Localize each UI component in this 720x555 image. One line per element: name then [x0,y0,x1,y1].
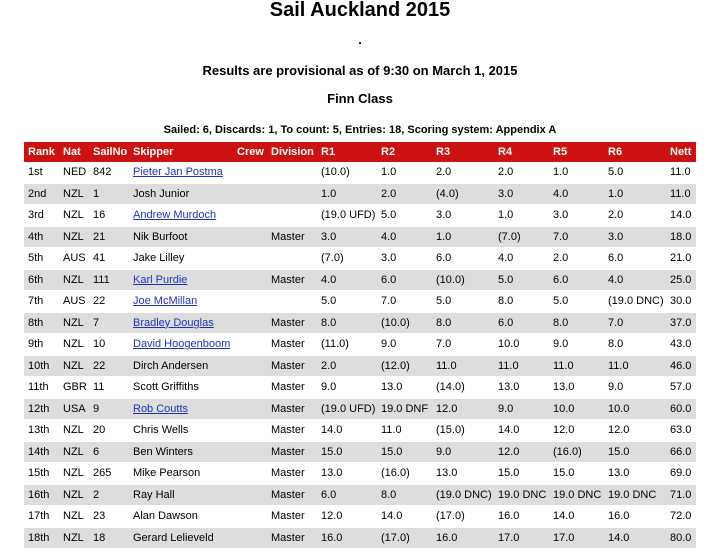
page-title: Sail Auckland 2015 [269,0,451,21]
cell-r5: 15.0 [549,463,604,485]
cell-rank: 16th [24,484,59,506]
col-header-r6: R6 [604,142,666,162]
cell-rank: 2nd [24,183,59,205]
cell-r3: (17.0) [432,506,494,528]
cell-crew [233,291,267,313]
cell-sailno: 9 [89,398,129,420]
cell-r1: 13.0 [317,463,377,485]
cell-skipper: Alan Dawson [129,506,233,528]
table-row [24,334,696,356]
cell-skipper [129,205,233,227]
cell-r6: 6.0 [604,248,666,270]
cell-r1: 8.0 [317,312,377,334]
cell-r1: (7.0) [317,248,377,270]
cell-nat: NZL [59,484,89,506]
cell-r5: 1.0 [549,162,604,183]
class-heading: Finn Class [327,91,393,106]
cell-sailno: 1 [89,183,129,205]
cell-r1: 14.0 [317,420,377,442]
cell-nat: NZL [59,334,89,356]
cell-r5: 10.0 [549,398,604,420]
cell-nett: 43.0 [666,334,696,356]
cell-nett: 30.0 [666,291,696,313]
cell-r3: 2.0 [432,162,494,183]
cell-r1: 15.0 [317,441,377,463]
cell-r6: 13.0 [604,463,666,485]
table-row [24,183,696,205]
cell-nett: 69.0 [666,463,696,485]
cell-rank: 11th [24,377,59,399]
cell-r2: 6.0 [377,269,432,291]
cell-division [267,162,317,183]
cell-r1: 4.0 [317,269,377,291]
cell-crew [233,441,267,463]
cell-nat: NZL [59,312,89,334]
header-row [24,142,696,162]
cell-r1: 16.0 [317,527,377,549]
cell-sailno: 20 [89,420,129,442]
table-row [24,269,696,291]
cell-rank: 5th [24,248,59,270]
cell-r1: 9.0 [317,377,377,399]
col-header-nett: Nett [666,142,696,162]
cell-r5: (16.0) [549,441,604,463]
cell-crew [233,183,267,205]
cell-r4: 4.0 [494,248,549,270]
cell-r6: 8.0 [604,334,666,356]
cell-crew [233,269,267,291]
cell-r6: 12.0 [604,420,666,442]
cell-crew [233,420,267,442]
cell-r5: 9.0 [549,334,604,356]
cell-crew [233,377,267,399]
cell-nett: 37.0 [666,312,696,334]
cell-sailno: 23 [89,506,129,528]
col-header-r2: R2 [377,142,432,162]
cell-r4: 14.0 [494,420,549,442]
table-row [24,162,696,183]
cell-r2: 14.0 [377,506,432,528]
cell-r3: 11.0 [432,355,494,377]
cell-sailno: 16 [89,205,129,227]
cell-r2: 13.0 [377,377,432,399]
cell-r5: 12.0 [549,420,604,442]
cell-rank: 15th [24,463,59,485]
cell-division: Master [267,484,317,506]
cell-crew [233,527,267,549]
cell-r2: 7.0 [377,291,432,313]
cell-r5: 19.0 DNC [549,484,604,506]
cell-division: Master [267,312,317,334]
cell-nat: AUS [59,291,89,313]
cell-r5: 7.0 [549,226,604,248]
cell-r6: 1.0 [604,183,666,205]
cell-nat: NZL [59,205,89,227]
cell-r3: 5.0 [432,291,494,313]
cell-skipper [129,312,233,334]
col-header-r3: R3 [432,142,494,162]
cell-nett: 21.0 [666,248,696,270]
cell-nat: AUS [59,248,89,270]
cell-r3: 8.0 [432,312,494,334]
col-header-sailno: SailNo [89,142,129,162]
cell-r6: 10.0 [604,398,666,420]
cell-crew [233,398,267,420]
cell-r4: 15.0 [494,463,549,485]
cell-sailno: 22 [89,291,129,313]
table-row [24,355,696,377]
table-row [24,441,696,463]
cell-nat: NZL [59,441,89,463]
col-header-r4: R4 [494,142,549,162]
table-row [24,527,696,549]
cell-r2: 4.0 [377,226,432,248]
cell-nat: USA [59,398,89,420]
cell-nat: NZL [59,269,89,291]
cell-sailno: 842 [89,162,129,183]
cell-r5: 3.0 [549,205,604,227]
cell-r4: 17.0 [494,527,549,549]
table-row [24,484,696,506]
cell-r5: 17.0 [549,527,604,549]
cell-sailno: 7 [89,312,129,334]
skipper-link[interactable]: Rob Coutts [133,402,189,415]
cell-rank: 9th [24,334,59,356]
cell-nett: 25.0 [666,269,696,291]
cell-division [267,205,317,227]
cell-r1: (11.0) [317,334,377,356]
cell-nett: 14.0 [666,205,696,227]
cell-r4: 19.0 DNC [494,484,549,506]
cell-r1: 5.0 [317,291,377,313]
cell-nett: 72.0 [666,506,696,528]
cell-r4: 9.0 [494,398,549,420]
cell-division [267,248,317,270]
cell-r4: 11.0 [494,355,549,377]
cell-crew [233,506,267,528]
cell-rank: 13th [24,420,59,442]
separator-dot: . [358,32,362,47]
cell-sailno: 41 [89,248,129,270]
cell-crew [233,484,267,506]
cell-rank: 4th [24,226,59,248]
cell-nat: NZL [59,463,89,485]
cell-r4: (7.0) [494,226,549,248]
cell-r5: 14.0 [549,506,604,528]
cell-r4: 1.0 [494,205,549,227]
cell-r6: 16.0 [604,506,666,528]
cell-r3: (4.0) [432,183,494,205]
cell-r4: 8.0 [494,291,549,313]
cell-r6: 5.0 [604,162,666,183]
cell-r1: 3.0 [317,226,377,248]
table-row [24,312,696,334]
cell-crew [233,248,267,270]
cell-r5: 8.0 [549,312,604,334]
cell-r3: (10.0) [432,269,494,291]
cell-skipper: Mike Pearson [129,463,233,485]
cell-skipper: Josh Junior [129,183,233,205]
cell-r2: 11.0 [377,420,432,442]
cell-r1: (19.0 UFD) [317,398,377,420]
table-row [24,463,696,485]
cell-nat: NZL [59,506,89,528]
cell-r1: 12.0 [317,506,377,528]
cell-r6: 4.0 [604,269,666,291]
cell-r3: 6.0 [432,248,494,270]
cell-sailno: 265 [89,463,129,485]
cell-nett: 46.0 [666,355,696,377]
cell-r4: 16.0 [494,506,549,528]
cell-crew [233,205,267,227]
cell-r2: 9.0 [377,334,432,356]
cell-division: Master [267,506,317,528]
cell-nett: 66.0 [666,441,696,463]
cell-r1: (19.0 UFD) [317,205,377,227]
cell-rank: 18th [24,527,59,549]
cell-skipper: Ray Hall [129,484,233,506]
cell-division [267,291,317,313]
cell-skipper: Ben Winters [129,441,233,463]
cell-crew [233,162,267,183]
cell-skipper: Chris Wells [129,420,233,442]
cell-skipper [129,269,233,291]
cell-sailno: 18 [89,527,129,549]
cell-r1: 2.0 [317,355,377,377]
cell-r5: 4.0 [549,183,604,205]
skipper-link[interactable]: Bradley Douglas [133,316,214,329]
cell-division [267,183,317,205]
cell-rank: 10th [24,355,59,377]
skipper-link[interactable]: Pieter Jan Postma [133,166,223,179]
table-row [24,506,696,528]
skipper-link[interactable]: Karl Purdie [133,273,188,286]
table-row [24,226,696,248]
results-body [24,162,696,549]
cell-r6: 15.0 [604,441,666,463]
cell-skipper [129,398,233,420]
cell-r5: 6.0 [549,269,604,291]
cell-sailno: 2 [89,484,129,506]
table-row [24,248,696,270]
cell-r5: 13.0 [549,377,604,399]
cell-skipper [129,162,233,183]
cell-r4: 12.0 [494,441,549,463]
cell-r2: (12.0) [377,355,432,377]
cell-r3: 13.0 [432,463,494,485]
cell-rank: 8th [24,312,59,334]
cell-r6: 2.0 [604,205,666,227]
cell-nett: 63.0 [666,420,696,442]
cell-r5: 5.0 [549,291,604,313]
cell-r2: (17.0) [377,527,432,549]
cell-nett: 18.0 [666,226,696,248]
col-header-nat: Nat [59,142,89,162]
cell-nat: GBR [59,377,89,399]
cell-division: Master [267,527,317,549]
cell-r1: 6.0 [317,484,377,506]
cell-division: Master [267,398,317,420]
col-header-skipper: Skipper [129,142,233,162]
cell-nat: NZL [59,420,89,442]
cell-nat: NZL [59,527,89,549]
cell-sailno: 11 [89,377,129,399]
skipper-link[interactable]: Joe McMillan [133,295,198,308]
table-row [24,205,696,227]
cell-skipper: Dirch Andersen [129,355,233,377]
cell-nett: 57.0 [666,377,696,399]
cell-skipper: Gerard Lelieveld [129,527,233,549]
cell-rank: 12th [24,398,59,420]
cell-r6: 11.0 [604,355,666,377]
cell-r4: 2.0 [494,162,549,183]
cell-sailno: 6 [89,441,129,463]
cell-r2: (10.0) [377,312,432,334]
col-header-crew: Crew [233,142,267,162]
table-row [24,420,696,442]
cell-r2: 15.0 [377,441,432,463]
cell-r4: 13.0 [494,377,549,399]
cell-rank: 7th [24,291,59,313]
cell-division: Master [267,463,317,485]
col-header-r5: R5 [549,142,604,162]
cell-r6: 7.0 [604,312,666,334]
cell-r1: (10.0) [317,162,377,183]
cell-r5: 11.0 [549,355,604,377]
cell-r2: (16.0) [377,463,432,485]
cell-skipper: Jake Lilley [129,248,233,270]
col-header-division: Division [267,142,317,162]
cell-crew [233,463,267,485]
cell-r4: 5.0 [494,269,549,291]
cell-division: Master [267,269,317,291]
skipper-link[interactable]: David Hoogenboom [133,338,231,351]
cell-nett: 60.0 [666,398,696,420]
table-row [24,291,696,313]
cell-r3: (14.0) [432,377,494,399]
cell-nat: NED [59,162,89,183]
cell-r6: 19.0 DNC [604,484,666,506]
cell-r3: (15.0) [432,420,494,442]
cell-skipper [129,291,233,313]
cell-skipper [129,334,233,356]
series-summary: Sailed: 6, Discards: 1, To count: 5, Entries: 18, Scoring system: Appendix A [163,124,557,136]
cell-r2: 19.0 DNF [377,398,432,420]
cell-sailno: 10 [89,334,129,356]
cell-division: Master [267,377,317,399]
cell-sailno: 111 [89,269,129,291]
cell-nat: NZL [59,226,89,248]
table-row [24,377,696,399]
cell-skipper: Scott Griffiths [129,377,233,399]
cell-nett: 71.0 [666,484,696,506]
cell-rank: 17th [24,506,59,528]
cell-skipper: Nik Burfoot [129,226,233,248]
cell-r6: 9.0 [604,377,666,399]
cell-r1: 1.0 [317,183,377,205]
cell-r2: 5.0 [377,205,432,227]
cell-rank: 14th [24,441,59,463]
cell-r6: 14.0 [604,527,666,549]
cell-r3: 9.0 [432,441,494,463]
cell-r3: 1.0 [432,226,494,248]
cell-nett: 11.0 [666,183,696,205]
cell-r3: 3.0 [432,205,494,227]
cell-crew [233,355,267,377]
col-header-r1: R1 [317,142,377,162]
table-row [24,398,696,420]
col-header-rank: Rank [24,142,59,162]
cell-division: Master [267,226,317,248]
cell-division: Master [267,355,317,377]
cell-sailno: 21 [89,226,129,248]
cell-division: Master [267,334,317,356]
cell-division: Master [267,420,317,442]
cell-rank: 6th [24,269,59,291]
cell-nett: 11.0 [666,162,696,183]
cell-r2: 1.0 [377,162,432,183]
cell-nett: 80.0 [666,527,696,549]
cell-r6: 3.0 [604,226,666,248]
cell-r4: 6.0 [494,312,549,334]
cell-sailno: 22 [89,355,129,377]
skipper-link[interactable]: Andrew Murdoch [133,209,217,222]
cell-r4: 3.0 [494,183,549,205]
cell-r3: 12.0 [432,398,494,420]
cell-r3: 7.0 [432,334,494,356]
cell-nat: NZL [59,355,89,377]
cell-r4: 10.0 [494,334,549,356]
provisional-notice: Results are provisional as of 9:30 on March 1, 2015 [202,63,518,78]
cell-rank: 1st [24,162,59,183]
cell-r2: 3.0 [377,248,432,270]
cell-crew [233,226,267,248]
cell-division: Master [267,441,317,463]
cell-r6: (19.0 DNC) [604,291,666,313]
results-table [24,142,696,549]
cell-rank: 3rd [24,205,59,227]
cell-crew [233,334,267,356]
cell-r3: 16.0 [432,527,494,549]
cell-crew [233,312,267,334]
cell-nat: NZL [59,183,89,205]
cell-r2: 2.0 [377,183,432,205]
cell-r5: 2.0 [549,248,604,270]
cell-r3: (19.0 DNC) [432,484,494,506]
cell-r2: 8.0 [377,484,432,506]
